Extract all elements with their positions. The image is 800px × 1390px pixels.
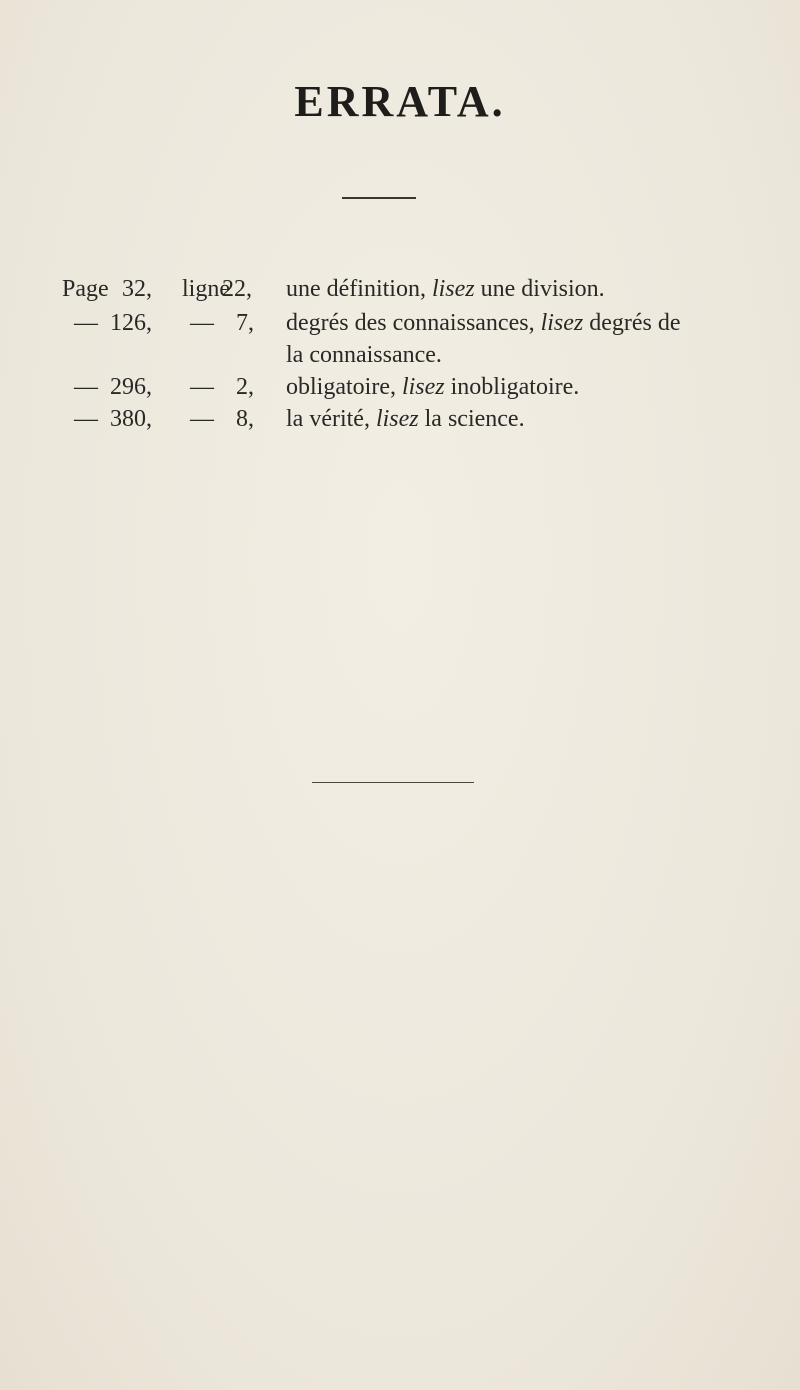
error-text: la vérité, <box>286 406 370 432</box>
errata-entry <box>0 406 800 438</box>
line-prefix: — <box>190 406 214 432</box>
page-number: 126, <box>110 310 152 336</box>
corrected-text: inobligatoire. <box>450 374 580 400</box>
corrected-text: degrés de <box>589 310 681 336</box>
correction-text <box>286 276 605 303</box>
page-number: 32, <box>122 276 152 302</box>
page-prefix: — <box>74 406 98 432</box>
errata-entry <box>0 374 800 406</box>
lisez-word: lisez <box>401 374 445 400</box>
bottom-divider <box>312 782 474 783</box>
line-number: 22, <box>222 276 252 302</box>
lisez-word: lisez <box>540 310 584 336</box>
errata-entry <box>0 276 800 308</box>
page-title: ERRATA. <box>294 77 506 126</box>
page-prefix: — <box>74 374 98 400</box>
correction-text <box>286 374 579 401</box>
line-prefix: — <box>190 310 214 336</box>
line-number: 2, <box>236 374 254 400</box>
errata-entry-continuation <box>0 342 800 374</box>
error-text: obligatoire, <box>286 374 396 400</box>
error-text: degrés des connaissances, <box>286 310 535 336</box>
line-prefix: ligne <box>182 276 230 302</box>
line-prefix: — <box>190 374 214 400</box>
lisez-word: lisez <box>431 276 475 302</box>
correction-text <box>286 406 525 433</box>
errata-entry <box>0 310 800 342</box>
line-number: 8, <box>236 406 254 432</box>
lisez-word: lisez <box>375 406 419 432</box>
line-number: 7, <box>236 310 254 336</box>
page-prefix: — <box>74 310 98 336</box>
page-number: 380, <box>110 406 152 432</box>
page-number: 296, <box>110 374 152 400</box>
correction-text <box>286 310 681 337</box>
corrected-text: une division. <box>480 276 605 302</box>
continuation-text: la connaissance. <box>286 342 442 368</box>
page-prefix: Page <box>62 276 109 302</box>
corrected-text: la science. <box>424 406 525 432</box>
title-divider <box>342 197 416 199</box>
error-text: une définition, <box>286 276 426 302</box>
